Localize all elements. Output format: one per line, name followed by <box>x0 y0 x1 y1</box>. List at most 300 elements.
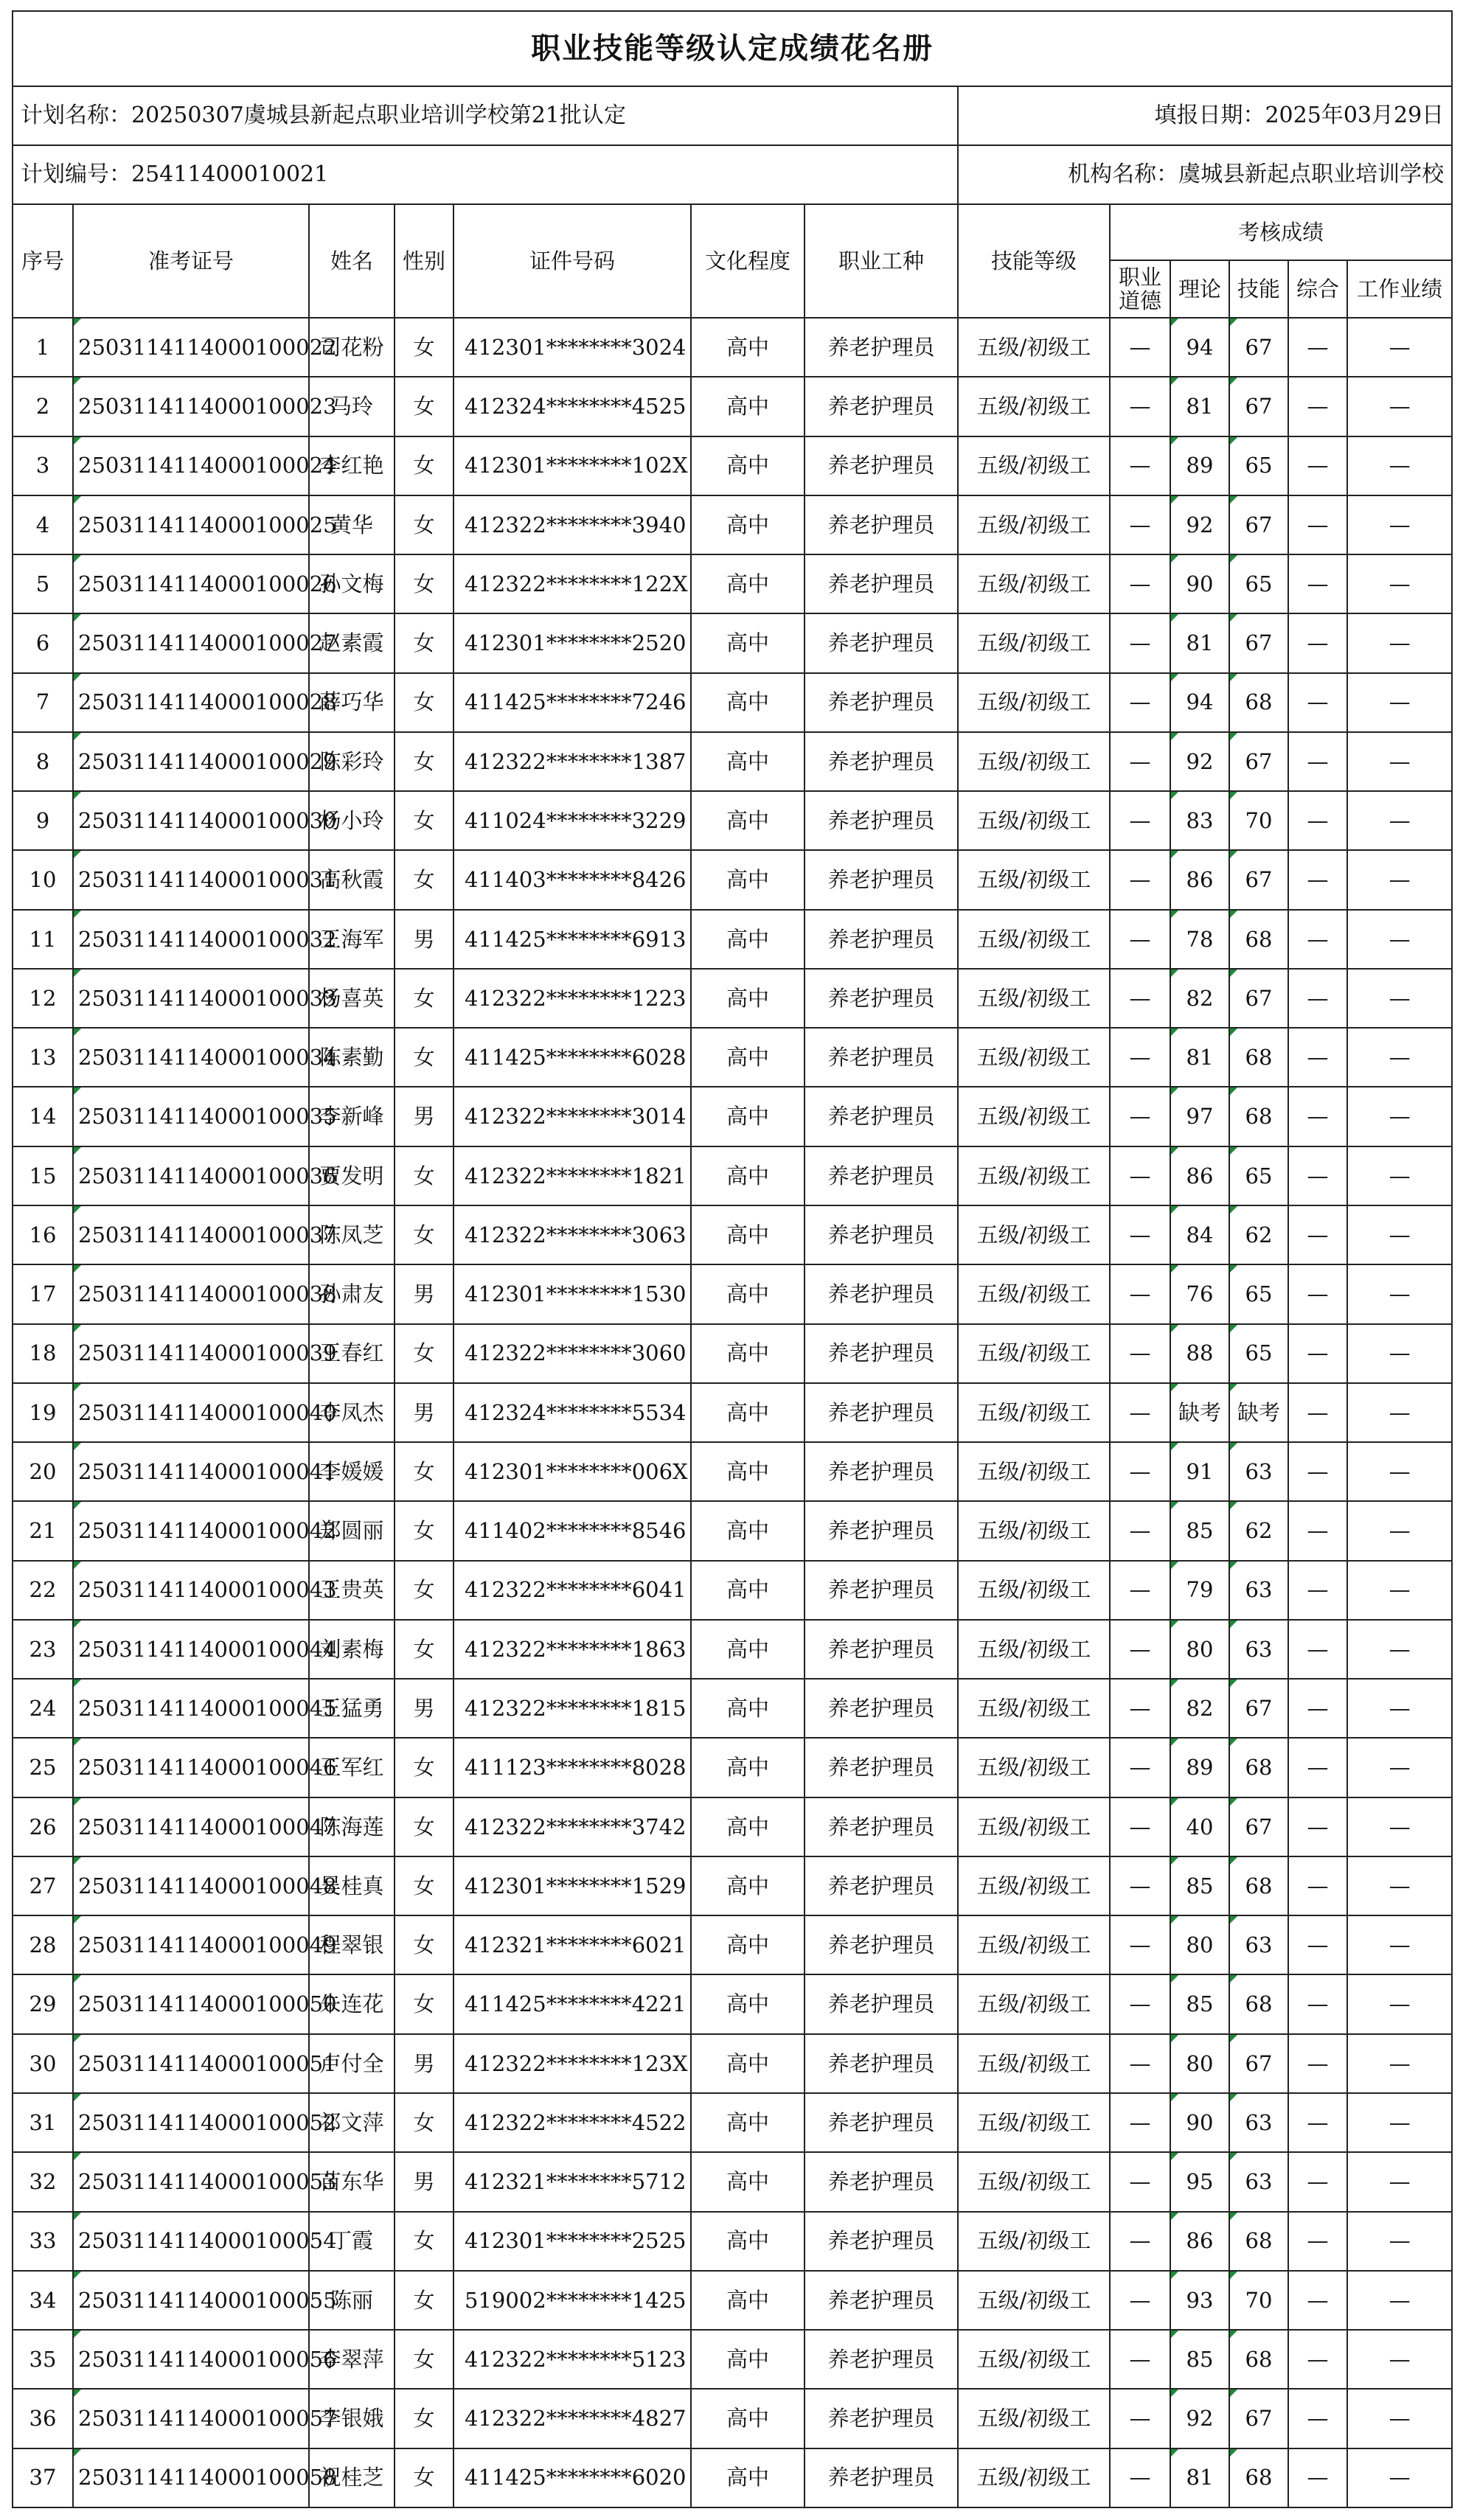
education-cell: 高中 <box>691 2212 805 2271</box>
gender-cell: 女 <box>395 377 454 436</box>
seq-cell: 13 <box>13 1028 73 1087</box>
work-performance-cell: — <box>1347 1738 1452 1797</box>
ethics-score-cell: — <box>1110 2034 1170 2093</box>
occupation-cell: 养老护理员 <box>805 2212 958 2271</box>
table-body <box>13 318 1452 2507</box>
name-cell: 苗东华 <box>309 2152 395 2211</box>
ticket-cell: 2503114114000100049 <box>73 1915 309 1974</box>
id-number-cell: 412322********1821 <box>454 1146 691 1205</box>
skill-level-cell: 五级/初级工 <box>958 1915 1110 1974</box>
comprehensive-score-cell: — <box>1288 1561 1347 1620</box>
skill-level-cell: 五级/初级工 <box>958 673 1110 732</box>
skill-level-cell: 五级/初级工 <box>958 732 1110 791</box>
occupation-cell: 养老护理员 <box>805 1087 958 1146</box>
education-cell: 高中 <box>691 1974 805 2033</box>
occupation-cell: 养老护理员 <box>805 1028 958 1087</box>
comprehensive-score-cell: — <box>1288 613 1347 672</box>
work-performance-cell: — <box>1347 1383 1452 1442</box>
header-skill-level: 技能等级 <box>958 204 1110 318</box>
occupation-cell: 养老护理员 <box>805 2330 958 2389</box>
work-performance-cell: — <box>1347 1797 1452 1856</box>
comprehensive-score-cell: — <box>1288 1324 1347 1383</box>
seq-cell: 11 <box>13 910 73 969</box>
seq-cell: 4 <box>13 495 73 554</box>
ticket-cell: 2503114114000100053 <box>73 2152 309 2211</box>
id-number-cell: 412322********3060 <box>454 1324 691 1383</box>
work-performance-cell: — <box>1347 1974 1452 2033</box>
occupation-cell: 养老护理员 <box>805 495 958 554</box>
table-row <box>13 850 1452 909</box>
ticket-cell: 2503114114000100025 <box>73 495 309 554</box>
seq-cell: 31 <box>13 2093 73 2152</box>
organization-name: 机构名称：虞城县新起点职业培训学校 <box>958 145 1452 204</box>
seq-cell: 10 <box>13 850 73 909</box>
id-number-cell: 412301********2525 <box>454 2212 691 2271</box>
occupation-cell: 养老护理员 <box>805 2152 958 2211</box>
theory-score-cell: 92 <box>1170 495 1229 554</box>
skill-score-cell: 67 <box>1229 2034 1288 2093</box>
seq-cell: 21 <box>13 1501 73 1560</box>
skill-score-cell: 63 <box>1229 1620 1288 1679</box>
occupation-cell: 养老护理员 <box>805 613 958 672</box>
education-cell: 高中 <box>691 791 805 850</box>
comprehensive-score-cell: — <box>1288 969 1347 1028</box>
ethics-score-cell: — <box>1110 1501 1170 1560</box>
skill-level-cell: 五级/初级工 <box>958 1797 1110 1856</box>
skill-score-cell: 70 <box>1229 791 1288 850</box>
seq-cell: 9 <box>13 791 73 850</box>
table-row <box>13 377 1452 436</box>
education-cell: 高中 <box>691 2093 805 2152</box>
ticket-cell: 2503114114000100047 <box>73 1797 309 1856</box>
ethics-score-cell: — <box>1110 1028 1170 1087</box>
id-number-cell: 412301********1530 <box>454 1264 691 1323</box>
education-cell: 高中 <box>691 1205 805 1264</box>
skill-level-cell: 五级/初级工 <box>958 1324 1110 1383</box>
gender-cell: 男 <box>395 2152 454 2211</box>
gender-cell: 女 <box>395 732 454 791</box>
skill-score-cell: 63 <box>1229 1915 1288 1974</box>
comprehensive-score-cell: — <box>1288 1797 1347 1856</box>
work-performance-cell: — <box>1347 1146 1452 1205</box>
skill-level-cell: 五级/初级工 <box>958 436 1110 495</box>
skill-level-cell: 五级/初级工 <box>958 1679 1110 1738</box>
ticket-cell: 2503114114000100046 <box>73 1738 309 1797</box>
seq-cell: 8 <box>13 732 73 791</box>
theory-score-cell: 90 <box>1170 2093 1229 2152</box>
occupation-cell: 养老护理员 <box>805 1442 958 1501</box>
ticket-cell: 2503114114000100027 <box>73 613 309 672</box>
id-number-cell: 411403********8426 <box>454 850 691 909</box>
ticket-cell: 2503114114000100038 <box>73 1264 309 1323</box>
comprehensive-score-cell: — <box>1288 2212 1347 2271</box>
ticket-cell: 2503114114000100030 <box>73 791 309 850</box>
ethics-score-cell: — <box>1110 969 1170 1028</box>
ticket-cell: 2503114114000100032 <box>73 910 309 969</box>
gender-cell: 女 <box>395 1028 454 1087</box>
plan-name: 计划名称：20250307虞城县新起点职业培训学校第21批认定 <box>13 86 958 145</box>
ticket-cell: 2503114114000100026 <box>73 554 309 613</box>
id-number-cell: 412321********5712 <box>454 2152 691 2211</box>
seq-cell: 1 <box>13 318 73 377</box>
gender-cell: 女 <box>395 1856 454 1915</box>
seq-cell: 30 <box>13 2034 73 2093</box>
comprehensive-score-cell: — <box>1288 850 1347 909</box>
theory-score-cell: 79 <box>1170 1561 1229 1620</box>
comprehensive-score-cell: — <box>1288 1087 1347 1146</box>
education-cell: 高中 <box>691 495 805 554</box>
table-row <box>13 1205 1452 1264</box>
comprehensive-score-cell: — <box>1288 436 1347 495</box>
occupation-cell: 养老护理员 <box>805 1679 958 1738</box>
theory-score-cell: 81 <box>1170 613 1229 672</box>
comprehensive-score-cell: — <box>1288 1205 1347 1264</box>
comprehensive-score-cell: — <box>1288 2152 1347 2211</box>
id-number-cell: 412301********1529 <box>454 1856 691 1915</box>
page-title: 职业技能等级认定成绩花名册 <box>13 11 1452 86</box>
seq-cell: 26 <box>13 1797 73 1856</box>
name-cell: 王猛勇 <box>309 1679 395 1738</box>
table-row <box>13 1679 1452 1738</box>
skill-score-cell: 65 <box>1229 1264 1288 1323</box>
occupation-cell: 养老护理员 <box>805 377 958 436</box>
ticket-cell: 2503114114000100041 <box>73 1442 309 1501</box>
work-performance-cell: — <box>1347 1915 1452 1974</box>
theory-score-cell: 97 <box>1170 1087 1229 1146</box>
gender-cell: 女 <box>395 554 454 613</box>
header-ethics: 职业道德 <box>1110 260 1170 318</box>
theory-score-cell: 93 <box>1170 2271 1229 2330</box>
table-row <box>13 436 1452 495</box>
header-education: 文化程度 <box>691 204 805 318</box>
work-performance-cell: — <box>1347 2271 1452 2330</box>
ticket-cell: 2503114114000100051 <box>73 2034 309 2093</box>
seq-cell: 12 <box>13 969 73 1028</box>
occupation-cell: 养老护理员 <box>805 2093 958 2152</box>
roster-sheet <box>12 10 1451 2508</box>
skill-level-cell: 五级/初级工 <box>958 850 1110 909</box>
education-cell: 高中 <box>691 1561 805 1620</box>
ethics-score-cell: — <box>1110 495 1170 554</box>
theory-score-cell: 95 <box>1170 2152 1229 2211</box>
table-row <box>13 1797 1452 1856</box>
ethics-score-cell: — <box>1110 1442 1170 1501</box>
name-cell: 刘素梅 <box>309 1620 395 1679</box>
skill-score-cell: 67 <box>1229 495 1288 554</box>
skill-score-cell: 67 <box>1229 969 1288 1028</box>
ethics-score-cell: — <box>1110 1620 1170 1679</box>
skill-level-cell: 五级/初级工 <box>958 2152 1110 2211</box>
theory-score-cell: 78 <box>1170 910 1229 969</box>
ticket-cell: 2503114114000100045 <box>73 1679 309 1738</box>
header-work-performance: 工作业绩 <box>1347 260 1452 318</box>
gender-cell: 男 <box>395 1264 454 1323</box>
comprehensive-score-cell: — <box>1288 495 1347 554</box>
work-performance-cell: — <box>1347 1205 1452 1264</box>
ethics-score-cell: — <box>1110 2330 1170 2389</box>
comprehensive-score-cell: — <box>1288 1264 1347 1323</box>
ethics-score-cell: — <box>1110 318 1170 377</box>
name-cell: 薛巧华 <box>309 673 395 732</box>
table-row <box>13 1442 1452 1501</box>
skill-score-cell: 67 <box>1229 318 1288 377</box>
ticket-cell: 2503114114000100058 <box>73 2448 309 2507</box>
ethics-score-cell: — <box>1110 1146 1170 1205</box>
skill-score-cell: 62 <box>1229 1501 1288 1560</box>
gender-cell: 女 <box>395 969 454 1028</box>
ethics-score-cell: — <box>1110 2093 1170 2152</box>
ticket-cell: 2503114114000100034 <box>73 1028 309 1087</box>
name-cell: 贾发明 <box>309 1146 395 1205</box>
name-cell: 陈丽 <box>309 2271 395 2330</box>
occupation-cell: 养老护理员 <box>805 673 958 732</box>
header-comprehensive: 综合 <box>1288 260 1347 318</box>
gender-cell: 女 <box>395 1442 454 1501</box>
skill-level-cell: 五级/初级工 <box>958 2271 1110 2330</box>
id-number-cell: 412321********6021 <box>454 1915 691 1974</box>
education-cell: 高中 <box>691 2034 805 2093</box>
skill-score-cell: 68 <box>1229 2448 1288 2507</box>
theory-score-cell: 85 <box>1170 1501 1229 1560</box>
seq-cell: 24 <box>13 1679 73 1738</box>
header-scores-group: 考核成绩 <box>1110 204 1452 260</box>
name-cell: 李凤杰 <box>309 1383 395 1442</box>
ethics-score-cell: — <box>1110 554 1170 613</box>
work-performance-cell: — <box>1347 1501 1452 1560</box>
theory-score-cell: 40 <box>1170 1797 1229 1856</box>
seq-cell: 34 <box>13 2271 73 2330</box>
comprehensive-score-cell: — <box>1288 1620 1347 1679</box>
occupation-cell: 养老护理员 <box>805 1205 958 1264</box>
table-row <box>13 613 1452 672</box>
id-number-cell: 412322********1863 <box>454 1620 691 1679</box>
theory-score-cell: 81 <box>1170 2448 1229 2507</box>
id-number-cell: 412301********006X <box>454 1442 691 1501</box>
id-number-cell: 412301********3024 <box>454 318 691 377</box>
table-row <box>13 1028 1452 1087</box>
header-seq: 序号 <box>13 204 73 318</box>
ticket-cell: 2503114114000100033 <box>73 969 309 1028</box>
occupation-cell: 养老护理员 <box>805 2448 958 2507</box>
skill-level-cell: 五级/初级工 <box>958 318 1110 377</box>
ethics-score-cell: — <box>1110 910 1170 969</box>
seq-cell: 16 <box>13 1205 73 1264</box>
skill-score-cell: 68 <box>1229 2330 1288 2389</box>
seq-cell: 17 <box>13 1264 73 1323</box>
id-number-cell: 412322********3940 <box>454 495 691 554</box>
skill-level-cell: 五级/初级工 <box>958 1028 1110 1087</box>
header-theory: 理论 <box>1170 260 1229 318</box>
gender-cell: 男 <box>395 2034 454 2093</box>
ticket-cell: 2503114114000100039 <box>73 1324 309 1383</box>
skill-score-cell: 68 <box>1229 1028 1288 1087</box>
skill-score-cell: 68 <box>1229 1856 1288 1915</box>
education-cell: 高中 <box>691 1264 805 1323</box>
work-performance-cell: — <box>1347 554 1452 613</box>
name-cell: 孙肃友 <box>309 1264 395 1323</box>
skill-score-cell: 63 <box>1229 2152 1288 2211</box>
ethics-score-cell: — <box>1110 791 1170 850</box>
plan-number: 计划编号：25411400010021 <box>13 145 958 204</box>
skill-level-cell: 五级/初级工 <box>958 377 1110 436</box>
comprehensive-score-cell: — <box>1288 2093 1347 2152</box>
skill-level-cell: 五级/初级工 <box>958 554 1110 613</box>
id-number-cell: 411402********8546 <box>454 1501 691 1560</box>
work-performance-cell: — <box>1347 673 1452 732</box>
comprehensive-score-cell: — <box>1288 1974 1347 2033</box>
name-cell: 杨小玲 <box>309 791 395 850</box>
skill-score-cell: 67 <box>1229 732 1288 791</box>
skill-level-cell: 五级/初级工 <box>958 2093 1110 2152</box>
skill-level-cell: 五级/初级工 <box>958 1561 1110 1620</box>
ticket-cell: 2503114114000100036 <box>73 1146 309 1205</box>
id-number-cell: 412322********1815 <box>454 1679 691 1738</box>
education-cell: 高中 <box>691 1501 805 1560</box>
seq-cell: 22 <box>13 1561 73 1620</box>
table-row <box>13 554 1452 613</box>
education-cell: 高中 <box>691 850 805 909</box>
gender-cell: 男 <box>395 910 454 969</box>
work-performance-cell: — <box>1347 495 1452 554</box>
table-row <box>13 495 1452 554</box>
ethics-score-cell: — <box>1110 2212 1170 2271</box>
id-number-cell: 412324********5534 <box>454 1383 691 1442</box>
header-id-number: 证件号码 <box>454 204 691 318</box>
occupation-cell: 养老护理员 <box>805 1797 958 1856</box>
comprehensive-score-cell: — <box>1288 1146 1347 1205</box>
table-row <box>13 1146 1452 1205</box>
skill-level-cell: 五级/初级工 <box>958 1442 1110 1501</box>
gender-cell: 女 <box>395 850 454 909</box>
gender-cell: 女 <box>395 1620 454 1679</box>
ethics-score-cell: — <box>1110 1915 1170 1974</box>
work-performance-cell: — <box>1347 1264 1452 1323</box>
education-cell: 高中 <box>691 1738 805 1797</box>
seq-cell: 14 <box>13 1087 73 1146</box>
seq-cell: 15 <box>13 1146 73 1205</box>
theory-score-cell: 82 <box>1170 969 1229 1028</box>
education-cell: 高中 <box>691 969 805 1028</box>
table-row <box>13 1087 1452 1146</box>
comprehensive-score-cell: — <box>1288 554 1347 613</box>
gender-cell: 女 <box>395 2093 454 2152</box>
seq-cell: 5 <box>13 554 73 613</box>
comprehensive-score-cell: — <box>1288 2448 1347 2507</box>
skill-score-cell: 65 <box>1229 1146 1288 1205</box>
work-performance-cell: — <box>1347 910 1452 969</box>
work-performance-cell: — <box>1347 613 1452 672</box>
theory-score-cell: 83 <box>1170 791 1229 850</box>
id-number-cell: 412322********122X <box>454 554 691 613</box>
name-cell: 司花粉 <box>309 318 395 377</box>
theory-score-cell: 86 <box>1170 2212 1229 2271</box>
seq-cell: 28 <box>13 1915 73 1974</box>
work-performance-cell: — <box>1347 1442 1452 1501</box>
name-cell: 黄华 <box>309 495 395 554</box>
ticket-cell: 2503114114000100022 <box>73 318 309 377</box>
education-cell: 高中 <box>691 1324 805 1383</box>
skill-score-cell: 67 <box>1229 613 1288 672</box>
comprehensive-score-cell: — <box>1288 2389 1347 2448</box>
work-performance-cell: — <box>1347 969 1452 1028</box>
skill-level-cell: 五级/初级工 <box>958 791 1110 850</box>
comprehensive-score-cell: — <box>1288 910 1347 969</box>
name-cell: 吴桂真 <box>309 1856 395 1915</box>
education-cell: 高中 <box>691 436 805 495</box>
gender-cell: 女 <box>395 791 454 850</box>
name-cell: 杨喜英 <box>309 969 395 1028</box>
ticket-cell: 2503114114000100035 <box>73 1087 309 1146</box>
table-row <box>13 732 1452 791</box>
table-row <box>13 1561 1452 1620</box>
seq-cell: 18 <box>13 1324 73 1383</box>
work-performance-cell: — <box>1347 436 1452 495</box>
ticket-cell: 2503114114000100055 <box>73 2271 309 2330</box>
theory-score-cell: 90 <box>1170 554 1229 613</box>
header-gender: 性别 <box>395 204 454 318</box>
theory-score-cell: 缺考 <box>1170 1383 1229 1442</box>
education-cell: 高中 <box>691 2389 805 2448</box>
education-cell: 高中 <box>691 1146 805 1205</box>
table-row <box>13 791 1452 850</box>
gender-cell: 女 <box>395 2448 454 2507</box>
work-performance-cell: — <box>1347 2093 1452 2152</box>
comprehensive-score-cell: — <box>1288 1028 1347 1087</box>
occupation-cell: 养老护理员 <box>805 1915 958 1974</box>
comprehensive-score-cell: — <box>1288 2034 1347 2093</box>
comprehensive-score-cell: — <box>1288 377 1347 436</box>
ethics-score-cell: — <box>1110 1383 1170 1442</box>
comprehensive-score-cell: — <box>1288 1915 1347 1974</box>
comprehensive-score-cell: — <box>1288 732 1347 791</box>
work-performance-cell: — <box>1347 377 1452 436</box>
table-row <box>13 910 1452 969</box>
skill-score-cell: 65 <box>1229 1324 1288 1383</box>
ticket-cell: 2503114114000100028 <box>73 673 309 732</box>
ticket-cell: 2503114114000100056 <box>73 2330 309 2389</box>
table-row <box>13 1738 1452 1797</box>
skill-score-cell: 63 <box>1229 1442 1288 1501</box>
id-number-cell: 412322********3014 <box>454 1087 691 1146</box>
ticket-cell: 2503114114000100040 <box>73 1383 309 1442</box>
work-performance-cell: — <box>1347 850 1452 909</box>
table-row <box>13 2330 1452 2389</box>
comprehensive-score-cell: — <box>1288 1738 1347 1797</box>
table-row <box>13 1501 1452 1560</box>
occupation-cell: 养老护理员 <box>805 1324 958 1383</box>
ticket-cell: 2503114114000100024 <box>73 436 309 495</box>
comprehensive-score-cell: — <box>1288 2271 1347 2330</box>
name-cell: 祝桂芝 <box>309 2448 395 2507</box>
name-cell: 王春红 <box>309 1324 395 1383</box>
skill-level-cell: 五级/初级工 <box>958 1383 1110 1442</box>
education-cell: 高中 <box>691 673 805 732</box>
work-performance-cell: — <box>1347 1620 1452 1679</box>
skill-score-cell: 67 <box>1229 377 1288 436</box>
comprehensive-score-cell: — <box>1288 1679 1347 1738</box>
ethics-score-cell: — <box>1110 2152 1170 2211</box>
theory-score-cell: 92 <box>1170 732 1229 791</box>
ethics-score-cell: — <box>1110 1679 1170 1738</box>
work-performance-cell: — <box>1347 2152 1452 2211</box>
name-cell: 李翠萍 <box>309 2330 395 2389</box>
seq-cell: 27 <box>13 1856 73 1915</box>
id-number-cell: 411425********7246 <box>454 673 691 732</box>
name-cell: 李新峰 <box>309 1087 395 1146</box>
gender-cell: 女 <box>395 1501 454 1560</box>
theory-score-cell: 92 <box>1170 2389 1229 2448</box>
education-cell: 高中 <box>691 732 805 791</box>
